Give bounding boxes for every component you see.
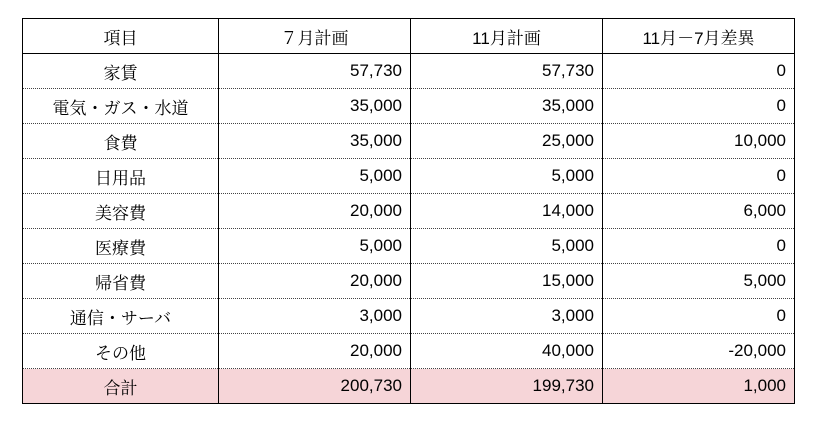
column-header-july-plan: ７月計画 xyxy=(219,19,411,54)
cell-item-label: 電気・ガス・水道 xyxy=(23,89,219,124)
cell-difference: 6,000 xyxy=(603,194,795,229)
cell-july-plan: 35,000 xyxy=(219,89,411,124)
cell-july-plan: 20,000 xyxy=(219,194,411,229)
table-row xyxy=(23,229,795,264)
cell-difference: 0 xyxy=(603,299,795,334)
cell-item-label: その他 xyxy=(23,334,219,369)
cell-difference: 1,000 xyxy=(603,369,795,404)
cell-july-plan: 200,730 xyxy=(219,369,411,404)
cell-july-plan: 5,000 xyxy=(219,159,411,194)
cell-july-plan: 3,000 xyxy=(219,299,411,334)
column-header-november-plan: 11月計画 xyxy=(411,19,603,54)
cell-item-label: 医療費 xyxy=(23,229,219,264)
cell-item-label: 家賃 xyxy=(23,54,219,89)
cell-item-label: 通信・サーバ xyxy=(23,299,219,334)
table-row xyxy=(23,124,795,159)
column-header-difference: 11月－7月差異 xyxy=(603,19,795,54)
cell-july-plan: 57,730 xyxy=(219,54,411,89)
table-row xyxy=(23,299,795,334)
cell-november-plan: 57,730 xyxy=(411,54,603,89)
cell-november-plan: 14,000 xyxy=(411,194,603,229)
cell-november-plan: 199,730 xyxy=(411,369,603,404)
cell-difference: 0 xyxy=(603,229,795,264)
table-row xyxy=(23,159,795,194)
table-row xyxy=(23,194,795,229)
cell-november-plan: 15,000 xyxy=(411,264,603,299)
cell-july-plan: 5,000 xyxy=(219,229,411,264)
budget-table xyxy=(22,18,795,404)
column-header-item: 項目 xyxy=(23,19,219,54)
cell-july-plan: 20,000 xyxy=(219,334,411,369)
cell-november-plan: 5,000 xyxy=(411,159,603,194)
cell-difference: 0 xyxy=(603,54,795,89)
table-row xyxy=(23,334,795,369)
cell-november-plan: 25,000 xyxy=(411,124,603,159)
cell-november-plan: 35,000 xyxy=(411,89,603,124)
cell-item-label: 美容費 xyxy=(23,194,219,229)
cell-november-plan: 5,000 xyxy=(411,229,603,264)
cell-difference: 0 xyxy=(603,89,795,124)
table-row xyxy=(23,54,795,89)
cell-november-plan: 3,000 xyxy=(411,299,603,334)
cell-difference: 5,000 xyxy=(603,264,795,299)
table-row xyxy=(23,264,795,299)
table-header xyxy=(23,19,795,54)
cell-item-label: 合計 xyxy=(23,369,219,404)
cell-item-label: 日用品 xyxy=(23,159,219,194)
cell-november-plan: 40,000 xyxy=(411,334,603,369)
table-row-total xyxy=(23,369,795,404)
table-row xyxy=(23,89,795,124)
cell-july-plan: 20,000 xyxy=(219,264,411,299)
table-body xyxy=(23,54,795,404)
budget-sheet xyxy=(22,18,794,404)
cell-difference: -20,000 xyxy=(603,334,795,369)
cell-item-label: 食費 xyxy=(23,124,219,159)
table-header-row xyxy=(23,19,795,54)
cell-difference: 0 xyxy=(603,159,795,194)
cell-difference: 10,000 xyxy=(603,124,795,159)
cell-july-plan: 35,000 xyxy=(219,124,411,159)
cell-item-label: 帰省費 xyxy=(23,264,219,299)
